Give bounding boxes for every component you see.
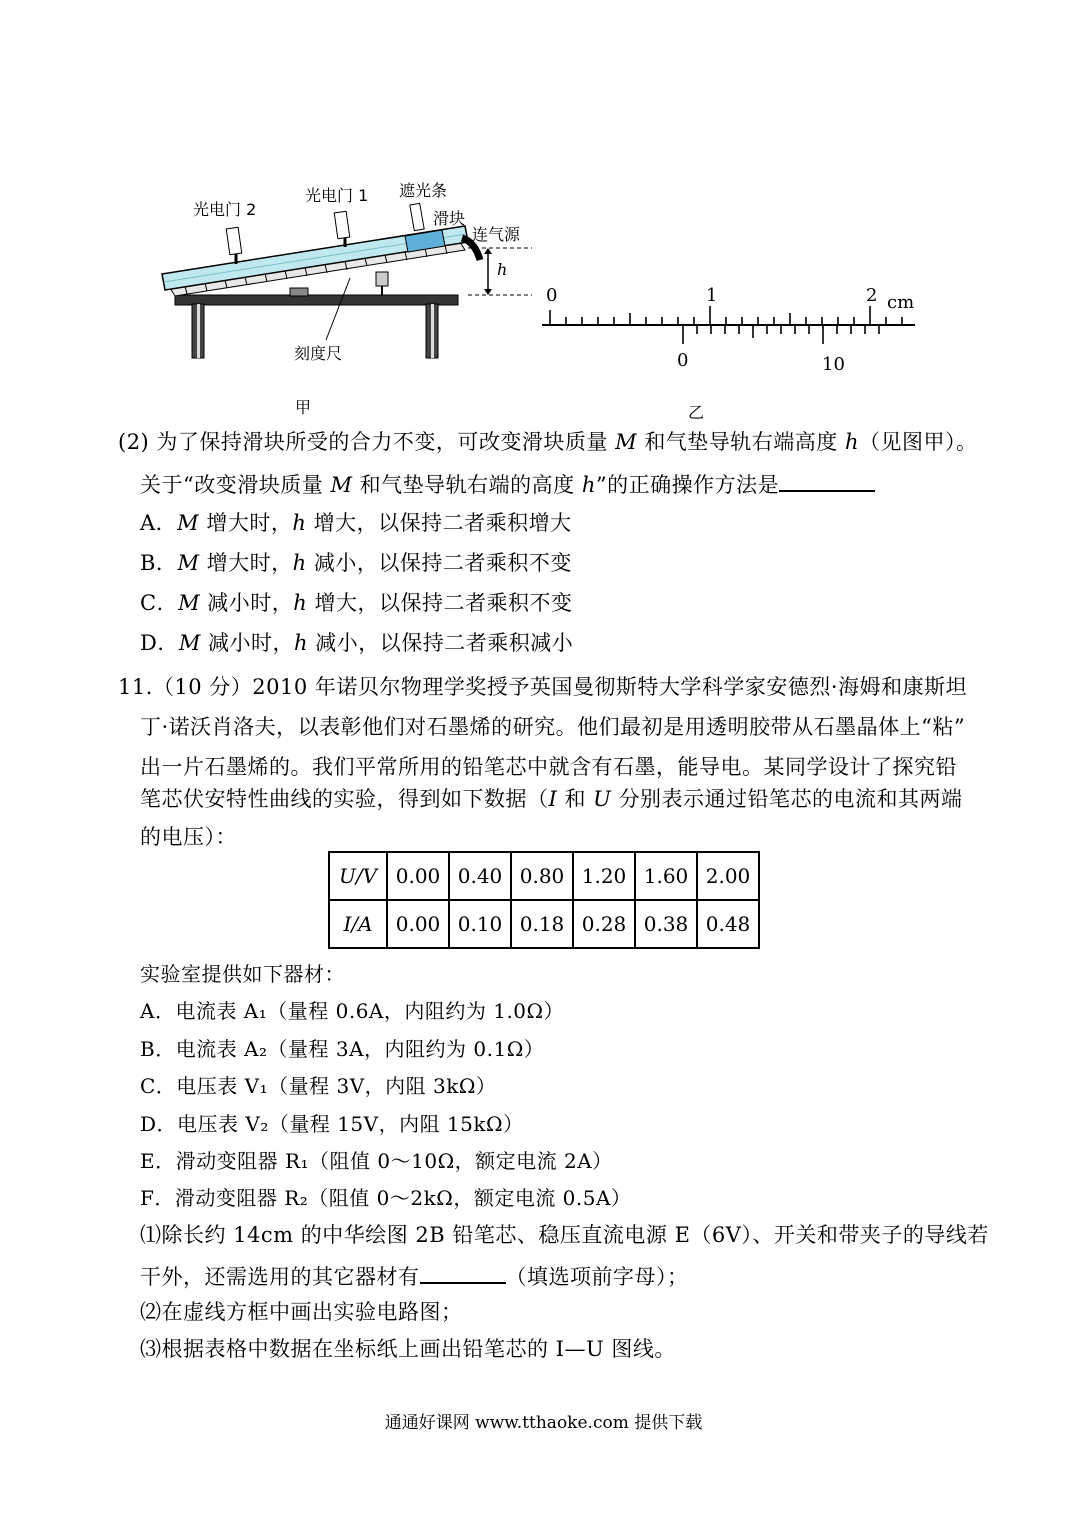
main-scale-1: 1	[706, 285, 718, 306]
q2-stem-line1: (2) 为了保持滑块所受的合力不变，可改变滑块质量 M 和气垫导轨右端高度 h（见图甲）。	[118, 430, 978, 454]
table-cell: 0.18	[511, 900, 573, 948]
equipment-title: 实验室提供如下器材：	[140, 962, 345, 986]
table-header-u: U/V	[329, 852, 387, 900]
sub3-line: ⑶根据表格中数据在坐标纸上画出铅笔芯的 I—U 图线。	[140, 1337, 676, 1361]
footer-source: 通通好课网 www.tthaoke.com 提供下载	[384, 1413, 703, 1433]
label-air: 连气源	[472, 225, 521, 244]
equipment-item-f: F．滑动变阻器 R₂（阻值 0～2kΩ，额定电流 0.5A）	[140, 1186, 632, 1210]
q2-option-b[interactable]: B．M 增大时，h 减小，以保持二者乘积不变	[140, 551, 572, 575]
label-gate1: 光电门 1	[305, 186, 369, 205]
q2-stem-line2: 关于“改变滑块质量 M 和气垫导轨右端的高度 h”的正确操作方法是	[140, 468, 875, 499]
table-cell: 0.00	[387, 900, 449, 948]
main-scale-0: 0	[546, 285, 558, 306]
table-cell: 0.80	[511, 852, 573, 900]
vernier-scale-0: 0	[677, 350, 689, 371]
equipment-item-a: A．电流表 A₁（量程 0.6A，内阻约为 1.0Ω）	[140, 999, 565, 1023]
sub1-answer-blank[interactable]	[420, 1260, 506, 1284]
table-cell: 0.38	[635, 900, 697, 948]
caption-yi: 乙	[688, 403, 705, 422]
table-cell: 1.20	[573, 852, 635, 900]
label-shade: 遮光条	[399, 181, 448, 200]
equipment-item-c: C．电压表 V₁（量程 3V，内阻 3kΩ）	[140, 1074, 497, 1098]
equipment-item-e: E．滑动变阻器 R₁（阻值 0～10Ω，额定电流 2A）	[140, 1149, 613, 1173]
table-row-u	[329, 852, 759, 900]
caption-jia: 甲	[295, 398, 312, 417]
vernier-scale-10: 10	[822, 354, 845, 375]
q11-line5: 的电压）：	[140, 825, 237, 849]
table-cell: 1.60	[635, 852, 697, 900]
q11-line1: 11.（10 分）2010 年诺贝尔物理学奖授予英国曼彻斯特大学科学家安德烈·海姆和康斯坦	[118, 675, 968, 699]
table-cell: 0.48	[697, 900, 759, 948]
label-ruler: 刻度尺	[294, 344, 343, 363]
figure-yi-vernier	[540, 300, 920, 350]
q2-option-a[interactable]: A．M 增大时，h 增大，以保持二者乘积增大	[140, 511, 572, 535]
table-header-i: I/A	[329, 900, 387, 948]
equipment-item-b: B．电流表 A₂（量程 3A，内阻约为 0.1Ω）	[140, 1037, 545, 1061]
sub1-line2: 干外，还需选用的其它器材有 （填选项前字母）；	[140, 1260, 689, 1291]
q11-line2: 丁·诺沃肖洛夫，以表彰他们对石墨烯的研究。他们最初是用透明胶带从石墨晶体上“粘”	[140, 715, 966, 739]
label-h: h	[497, 260, 508, 279]
sub1-line1: ⑴除长约 14cm 的中华绘图 2B 铅笔芯、稳压直流电源 E（6V）、开关和带夹子的导线若	[140, 1223, 989, 1247]
q2-option-c[interactable]: C．M 减小时，h 增大，以保持二者乘积不变	[140, 591, 573, 615]
label-gate2: 光电门 2	[193, 200, 257, 219]
sub2-line: ⑵在虚线方框中画出实验电路图；	[140, 1300, 463, 1324]
iv-data-table	[328, 851, 760, 949]
q11-line4: 笔芯伏安特性曲线的实验，得到如下数据（I 和 U 分别表示通过铅笔芯的电流和其两端	[140, 787, 963, 811]
table-cell: 0.28	[573, 900, 635, 948]
main-scale-2: 2	[866, 285, 878, 306]
q2-answer-blank[interactable]	[779, 468, 875, 492]
table-cell: 0.00	[387, 852, 449, 900]
table-row-i	[329, 900, 759, 948]
label-slider: 滑块	[433, 209, 466, 228]
unit-cm: cm	[887, 292, 915, 313]
table-cell: 0.40	[449, 852, 511, 900]
equipment-item-d: D．电压表 V₂（量程 15V，内阻 15kΩ）	[140, 1112, 524, 1136]
q11-line3: 出一片石墨烯的。我们平常所用的铅笔芯中就含有石墨，能导电。某同学设计了探究铅	[140, 755, 957, 779]
q2-option-d[interactable]: D．M 减小时，h 减小，以保持二者乘积减小	[140, 631, 574, 655]
table-cell: 0.10	[449, 900, 511, 948]
table-cell: 2.00	[697, 852, 759, 900]
